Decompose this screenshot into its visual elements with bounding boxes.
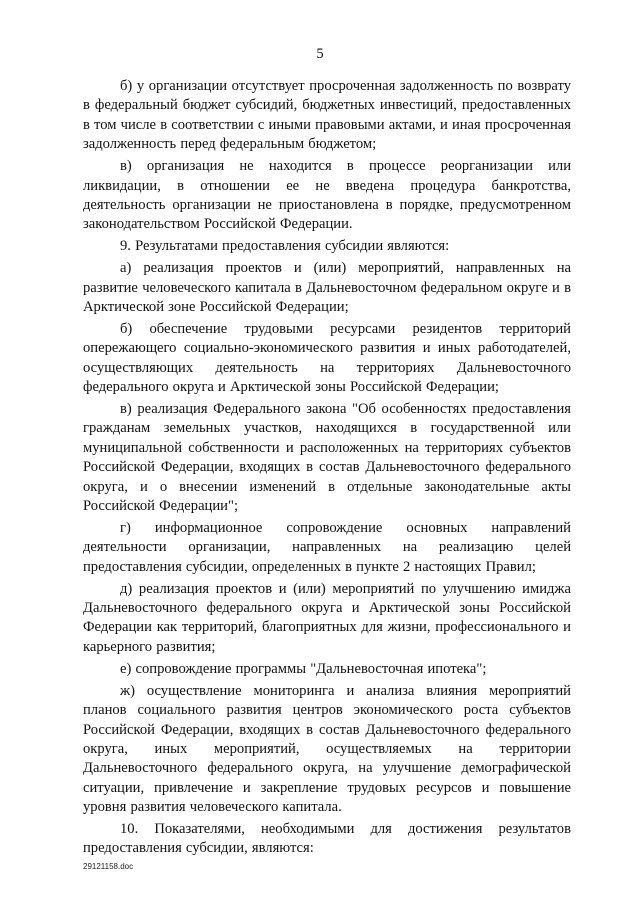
paragraph-9zh: ж) осуществление мониторинга и анализа влияния мероприятий планов социального развития центров экономического роста субъектов Российской Федерации, входящих в состав Дальневосточного федерального округа, иных мероприятий, осуществляемых на территории Дальневосточного федерального округа, на улучшение демографической ситуации, привлечение и закрепление трудовых ресурсов и повышение уровня развития человеческого капитала.: [83, 682, 571, 816]
paragraph-b-debt: б) у организации отсутствует просроченная задолженность по возврату в федеральный бюджет субсидий, бюджетных инвестиций, предоставленных в том числе в соответствии с иными правовыми актами, и иная просроченная задолженность перед федеральным бюджетом;: [83, 78, 571, 153]
paragraph-v-reorganization: в) организация не находится в процессе реорганизации или ликвидации, в отношении ее не введена процедура банкротства, деятельность организации не приостановлена в порядке, предусмотренном законодательством Российской Федерации.: [83, 158, 571, 233]
page-number: 5: [316, 46, 324, 62]
paragraph-9g: г) информационное сопровождение основных направлений деятельности организации, направленных на реализацию целей предоставления субсидии, определенных в пункте 2 настоящих Правил;: [83, 519, 571, 575]
paragraph-9b: б) обеспечение трудовыми ресурсами резидентов территорий опережающего социально-экономического развития и иных работодателей, осуществляющих деятельность на территориях Дальневосточного федерального округа и Арктической зоны Российской Федерации;: [83, 320, 571, 396]
paragraph-9a: а) реализация проектов и (или) мероприятий, направленных на развитие человеческого капитала в Дальневосточном федеральном округе и в Арктической зоне Российской Федерации;: [83, 260, 571, 315]
paragraph-9d: д) реализация проектов и (или) мероприятий по улучшению имиджа Дальневосточного федерального округа и Арктической зоны Российской Федерации как территорий, благоприятных для жизни, профессионального и карьерного развития;: [83, 580, 571, 655]
paragraph-9-results: 9. Результатами предоставления субсидии являются:: [120, 238, 450, 255]
file-name-footer: 29121158.doc: [83, 862, 134, 871]
document-body: [83, 77, 571, 861]
paragraph-10-indicators: 10. Показателями, необходимыми для достижения результатов предоставления субсидии, являются:: [83, 821, 571, 857]
paragraph-9v: в) реализация Федерального закона "Об особенностях предоставления гражданам земельных участков, находящихся в государственной или муниципальной собственности и расположенных на территориях субъектов Российской Федерации, входящих в состав Дальневосточного федерального округа, и о внесении изменений в отдельные законодательные акты Российской Федерации";: [83, 401, 571, 515]
paragraph-9e: е) сопровождение программы "Дальневосточная ипотека";: [120, 660, 487, 677]
